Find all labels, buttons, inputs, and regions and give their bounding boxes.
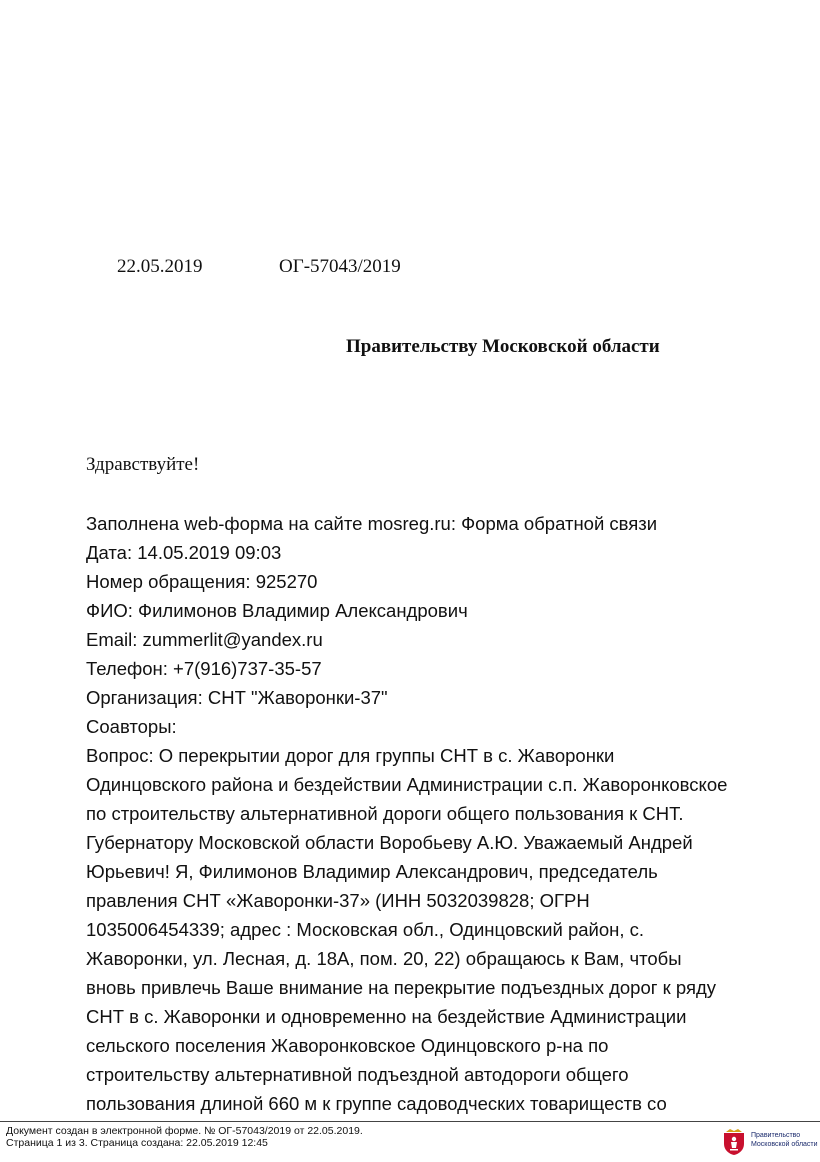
body-line: Номер обращения: 925270: [86, 571, 318, 592]
government-logo: [722, 1128, 818, 1156]
organization-name-line2: Московской области: [751, 1140, 818, 1148]
body-line: строительству альтернативной подъездной автодороги общего: [86, 1064, 629, 1085]
body-line: Юрьевич! Я, Филимонов Владимир Александрович, председатель: [86, 861, 658, 882]
footer-text: [6, 1125, 363, 1149]
body-line: по строительству альтернативной дороги общего пользования к СНТ.: [86, 803, 684, 824]
footer-organization: [751, 1132, 818, 1149]
body-line: Организация: СНТ "Жаворонки-37": [86, 687, 388, 708]
letter-body: [86, 509, 786, 1118]
body-line: Вопрос: О перекрытии дорог для группы СНТ в с. Жаворонки: [86, 745, 615, 766]
body-line: Жаворонки, ул. Лесная, д. 18А, пом. 20, 22) обращаюсь к Вам, чтобы: [86, 948, 682, 969]
page-footer: [0, 1121, 820, 1162]
body-line: пользования длиной 660 м к группе садоводческих товариществ со: [86, 1093, 667, 1114]
body-line: вновь привлечь Ваше внимание на перекрытие подъездных дорог к ряду: [86, 977, 717, 998]
body-line: ФИО: Филимонов Владимир Александрович: [86, 600, 468, 621]
body-line: правления СНТ «Жаворонки-37» (ИНН 5032039828; ОГРН: [86, 890, 590, 911]
greeting: Здравствуйте!: [86, 454, 200, 475]
footer-document-info: Документ создан в электронной форме. № ОГ-57043/2019 от 22.05.2019.: [6, 1125, 363, 1137]
footer-page-info: Страница 1 из 3. Страница создана: 22.05.2019 12:45: [6, 1137, 268, 1149]
body-line: Одинцовского района и бездействии Администрации с.п. Жаворонковское: [86, 774, 728, 795]
moscow-oblast-coat-of-arms-icon: [722, 1128, 746, 1156]
body-line: Соавторы:: [86, 716, 177, 737]
body-line: 1035006454339; адрес : Московская обл., Одинцовский район, с.: [86, 919, 645, 940]
body-line: Email: zummerlit@yandex.ru: [86, 629, 323, 650]
body-line: Дата: 14.05.2019 09:03: [86, 542, 282, 563]
body-line: Телефон: +7(916)737-35-57: [86, 658, 322, 679]
registration-number: ОГ-57043/2019: [279, 256, 401, 277]
addressee: Правительству Московской области: [346, 336, 660, 357]
body-line: Губернатору Московской области Воробьеву А.Ю. Уважаемый Андрей: [86, 832, 693, 853]
body-line: сельского поселения Жаворонковское Одинцовского р-на по: [86, 1035, 609, 1056]
body-line: СНТ в с. Жаворонки и одновременно на бездействие Администрации: [86, 1006, 687, 1027]
organization-name-line1: Правительство: [751, 1132, 801, 1139]
registration-date: 22.05.2019: [117, 256, 203, 277]
body-line: Заполнена web-форма на сайте mosreg.ru: Форма обратной связи: [86, 513, 658, 534]
